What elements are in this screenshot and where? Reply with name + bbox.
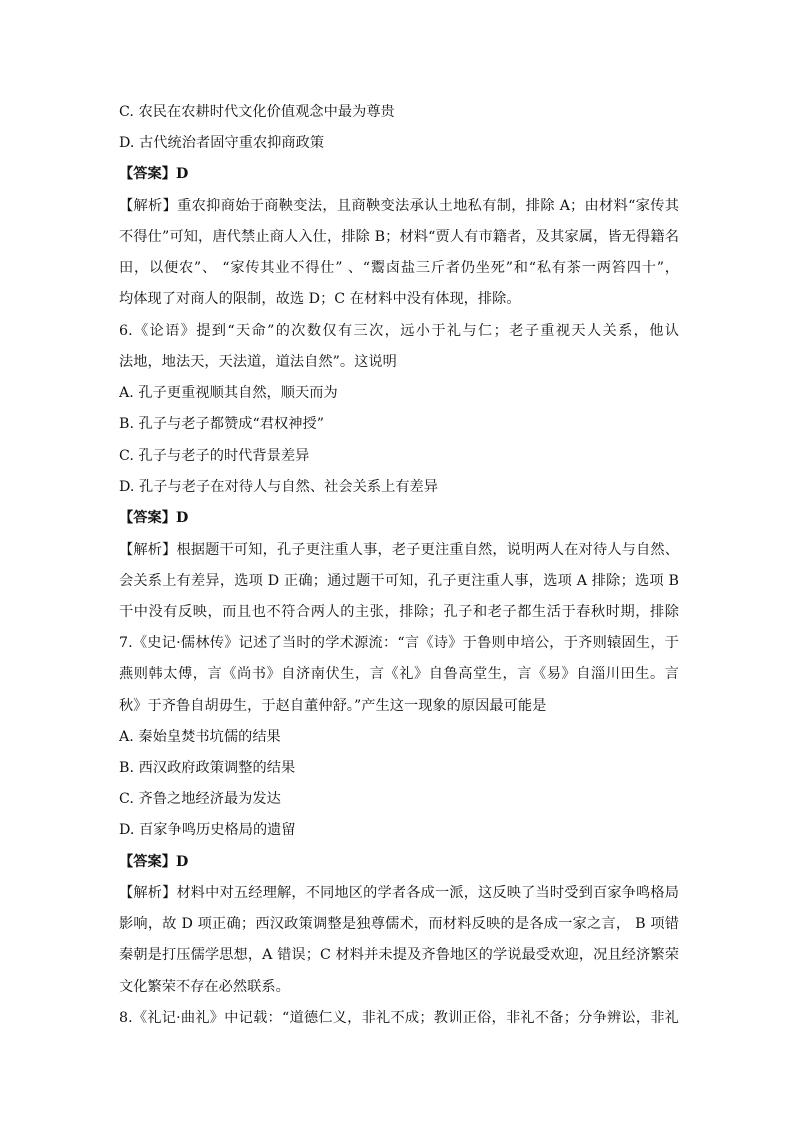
q7-stem-line-3: 秋》于齐鲁自胡毋生，于赵自董仲舒。”产生这一现象的原因最可能是 [119,698,547,714]
q5-answer: 【答案】D [119,166,189,182]
q6-analysis-line-2: 会关系上有差异，选项 D 正确；通过题干可知，孔子更注重人事，选项 A 排除；选项 B [119,573,679,589]
q7-option-c: C. 齐鲁之地经济最为发达 [119,791,281,807]
q6-analysis-line-1: 【解析】根据题干可知，孔子更注重人事，老子更注重自然，说明两人在对待人与自然、 [119,542,679,558]
q6-option-d: D. 孔子与老子在对待人与自然、社会关系上有差异 [119,479,439,495]
q5-analysis-line-3: 田，以便农”、 “家传其业不得仕” 、“鬻卤盐三斤者仍坐死”和“私有茶一两笞四十”， [119,260,679,276]
q6-analysis-line-3: 干中没有反映，而且也不符合两人的主张，排除；孔子和老子都生活于春秋时期，排除 [119,604,679,620]
q7-stem-line-1: 7.《史记·儒林传》记述了当时的学术源流：“言《诗》于鲁则申培公，于齐则辕固生，于 [119,635,679,651]
q6-option-b: B. 孔子与老子都赞成“君权神授” [119,416,325,432]
q7-answer: 【答案】D [119,854,189,870]
q7-option-a: A. 秦始皇焚书坑儒的结果 [119,729,281,745]
q5-analysis-line-1: 【解析】重农抑商始于商鞅变法，且商鞅变法承认土地私有制，排除 A；由材料“家传其 [119,198,679,214]
q5-option-c: C. 农民在农耕时代文化价值观念中最为尊贵 [119,104,395,120]
q6-option-c: C. 孔子与老子的时代背景差异 [119,448,310,464]
q5-analysis-line-2: 不得仕”可知，唐代禁止商人入仕，排除 B；材料“贾人有市籍者，及其家属，皆无得籍名 [119,229,679,245]
q6-option-a: A. 孔子更重视顺其自然，顺天而为 [119,385,338,401]
q7-option-b: B. 西汉政府政策调整的结果 [119,760,296,776]
q6-stem-line-1: 6.《论语》提到“天命”的次数仅有三次，远小于礼与仁；老子重视天人关系，他认 [119,323,679,339]
q5-analysis-line-4: 均体现了对商人的限制，故选 D；C 在材料中没有体现，排除。 [119,291,521,307]
q7-analysis-line-4: 文化繁荣不存在必然联系。 [119,979,290,995]
q5-option-d: D. 古代统治者固守重农抑商政策 [119,135,325,151]
q7-analysis-line-2: 影响，故 D 项正确；西汉政策调整是独尊儒术，而材料反映的是各成一家之言， B 项错 [119,916,679,932]
q7-stem-line-2: 燕则韩太傅，言《尚书》自济南伏生，言《礼》自鲁高堂生，言《易》自淄川田生。言 [119,666,679,682]
q7-analysis-line-3: 秦朝是打压儒学思想，A 错误；C 材料并未提及齐鲁地区的学说最受欢迎，况且经济繁荣 [119,947,679,963]
q6-answer: 【答案】D [119,510,189,526]
q8-stem-line-1: 8.《礼记·曲礼》中记载：“道德仁义，非礼不成；教训正俗，非礼不备；分争辨讼，非礼 [119,1010,679,1026]
q6-stem-line-2: 法地，地法天，天法道，道法自然”。这说明 [119,354,397,370]
q7-option-d: D. 百家争鸣历史格局的遗留 [119,822,296,838]
q7-analysis-line-1: 【解析】材料中对五经理解，不同地区的学者各成一派，这反映了当时受到百家争鸣格局 [119,885,679,901]
